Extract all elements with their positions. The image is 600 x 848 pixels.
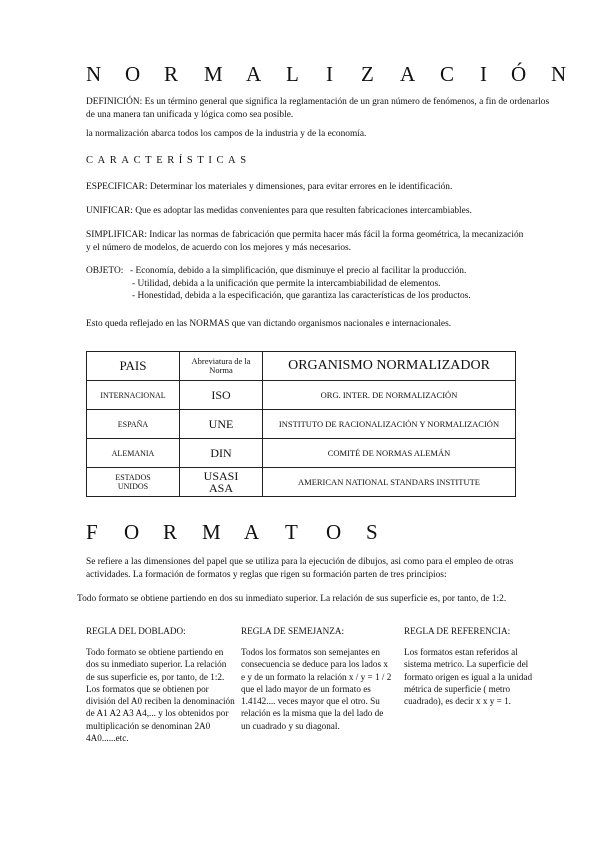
title-letter: M (202, 520, 221, 544)
table-cell-organismo: ORG. INTER. DE NORMALIZACIÓN (263, 381, 516, 410)
table-cell-abreviatura: UNE (180, 410, 263, 439)
table-cell-pais: INTERNACIONAL (87, 381, 180, 410)
formatos-line: Todo formato se obtiene partiendo en dos su inmediato superior. La relación de sus superficie es, por tanto, de 1:2. (77, 594, 507, 604)
especificar-paragraph (86, 181, 556, 194)
simplificar-paragraph (86, 229, 526, 254)
title-letter: Z (361, 62, 374, 86)
regla-title: REGLA DE SEMEJANZA: (241, 626, 345, 636)
regla-doblado (86, 626, 236, 744)
table-cell-pais: ESTADOS UNIDOS (87, 468, 180, 497)
unificar-paragraph (86, 205, 556, 218)
table-header-pais: PAIS (87, 352, 180, 381)
especificar-text: Determinar los materiales y dimensiones, para evitar errores en le identificación. (147, 182, 453, 192)
table-header-organismo: ORGANISMO NORMALIZADOR (263, 352, 516, 381)
objeto-label: OBJETO: (86, 266, 124, 276)
title-letter: Ó (511, 62, 527, 86)
regla-title: REGLA DE REFERENCIA: (404, 626, 511, 636)
especificar-label: ESPECIFICAR: (86, 182, 148, 192)
table-header-row (87, 352, 516, 381)
title-letter: O (124, 520, 140, 544)
organismos-table (86, 351, 516, 497)
title-letter: I (480, 62, 487, 86)
table-cell-abreviatura: DIN (180, 439, 263, 468)
reflejado-paragraph: Esto queda reflejado en las NORMAS que van dictando organismos nacionales e internacionales. (86, 319, 452, 329)
table-cell-abreviatura: ISO (180, 381, 263, 410)
table-cell-pais: ALEMANIA (87, 439, 180, 468)
title-letter: S (366, 520, 378, 544)
title-letter: F (86, 520, 98, 544)
abarca-paragraph: la normalización abarca todos los campos de la industria y de la economía. (86, 129, 367, 139)
regla-text: Todo formato se obtiene partiendo en dos su inmediato superior. La relación de sus superficie es, por tanto, de 1:2. Los formatos que se obtienen por división del A0 reciben la denominación de A1 A2 A3 A4,... y los obtenidos por multiplicación se denominan 2A0 4A0......etc. (86, 647, 235, 744)
title-letter: R (164, 62, 179, 86)
title-letter: R (163, 520, 178, 544)
regla-text: Los formatos estan referidos al sistema metrico. La superficie del formato origen es igual a la unidad métrica de superficie ( metro cuadrado), es decir x x y = 1. (404, 647, 533, 707)
caracteristicas-heading: CARACTERÍSTICAS (86, 155, 251, 166)
table-header-abreviatura: Abreviatura de la Norma (180, 352, 263, 381)
definicion-text: Es un término general que significa la reglamentación de un gran número de fenómenos, a fin de ordenarlos de una manera tan unificada y lógica como sea posible. (86, 97, 550, 120)
formatos-intro: Se refiere a las dimensiones del papel que se utiliza para la ejecución de dibujos, asi como para el empleo de otras actividades. La formación de formatos y reglas que rigen su formación parten de tres principios: (86, 557, 514, 580)
regla-semejanza (241, 626, 393, 732)
title-letter: M (204, 62, 223, 86)
table-cell-organismo: INSTITUTO DE RACIONALIZACIÓN Y NORMALIZACIÓN (263, 410, 516, 439)
definicion-label: DEFINICIÓN: (86, 97, 143, 107)
table-cell-organismo: AMERICAN NATIONAL STANDARS INSTITUTE (263, 468, 516, 497)
title-letter: L (286, 62, 299, 86)
simplificar-label: SIMPLIFICAR: (86, 230, 147, 240)
table-row (87, 468, 516, 497)
regla-text: Todos los formatos son semejantes en consecuencia se deduce para los lados x e y de un formato la relación x / y = 1 / 2 que el lado mayor de un formato es 1.4142.... veces mayor que el otro. Su relación es la misma que la del lado de un cuadrado y su diagonal. (241, 647, 392, 731)
objeto-item: - Economía, debido a la simplificación, que disminuye el precio al facilitar la producción. (130, 266, 467, 276)
table-row (87, 410, 516, 439)
table-row (87, 381, 516, 410)
title-letter: N (551, 62, 567, 86)
regla-referencia (404, 626, 544, 707)
title-letter: A (246, 62, 262, 86)
table-row (87, 439, 516, 468)
title-letter: N (86, 62, 102, 86)
unificar-label: UNIFICAR: (86, 206, 133, 216)
title-letter: A (244, 520, 260, 544)
title-letter: O (326, 520, 342, 544)
definicion-paragraph (86, 96, 556, 121)
title-letter: C (440, 62, 455, 86)
table-cell-abreviatura: USASI ASA (180, 468, 263, 497)
table-cell-pais: ESPAÑA (87, 410, 180, 439)
table-cell-organismo: COMITÉ DE NORMAS ALEMÁN (263, 439, 516, 468)
title-letter: O (125, 62, 141, 86)
unificar-text: Que es adoptar las medidas convenientes para que resulten fabricaciones intercambiables. (132, 206, 472, 216)
title-letter: I (326, 62, 333, 86)
title-letter: T (285, 520, 298, 544)
objeto-item: - Utilidad, debida a la unificación que permite la intercambiabilidad de elementos. (132, 278, 441, 289)
regla-title: REGLA DEL DOBLADO: (86, 626, 186, 636)
objeto-item: - Honestidad, debida a la especificación, que garantiza las características de los productos. (132, 291, 471, 301)
simplificar-text: Indicar las normas de fabricación que permita hacer más fácil la forma geométrica, la mecanización y el número de modelos, de acuerdo con los mejores y más necesarios. (86, 230, 524, 253)
title-letter: A (400, 62, 416, 86)
